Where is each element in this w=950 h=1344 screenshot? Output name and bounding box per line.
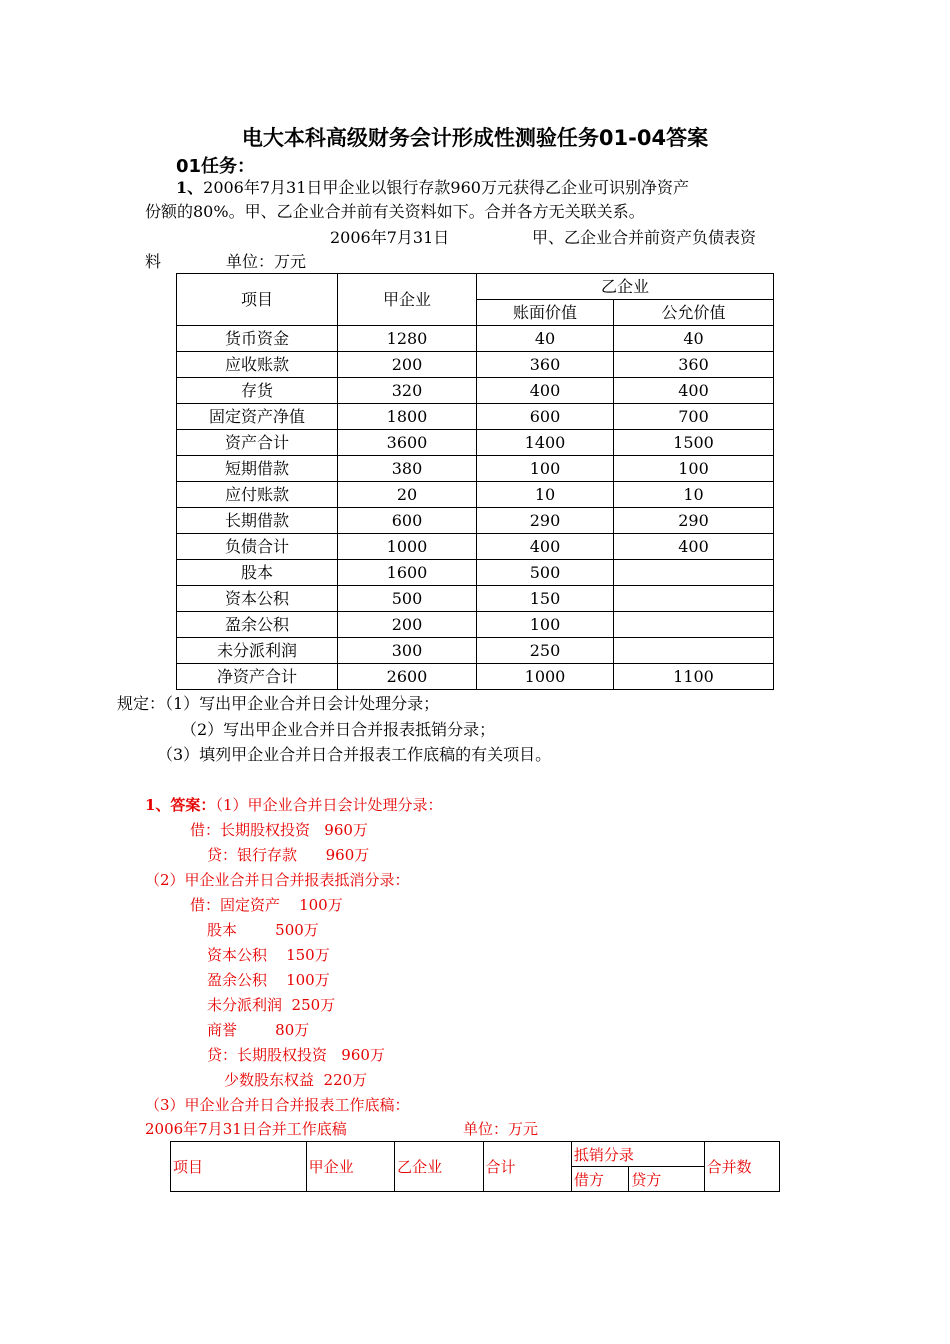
table-row (177, 638, 774, 664)
table-row (177, 482, 774, 508)
table-row (177, 586, 774, 612)
cell-jia: 1800 (338, 404, 477, 430)
table-row (177, 612, 774, 638)
cell-book: 150 (477, 586, 614, 612)
cell-fair: 700 (614, 404, 774, 430)
cell-jia: 600 (338, 508, 477, 534)
table-row (177, 378, 774, 404)
question-line-1 (176, 178, 689, 198)
cell-book: 360 (477, 352, 614, 378)
cell-item: 负债合计 (177, 534, 338, 560)
balance-sheet-table (176, 273, 774, 690)
worksheet-unit: 单位：万元 (463, 1120, 539, 1138)
table-row (177, 560, 774, 586)
cell-jia: 200 (338, 612, 477, 638)
cell-book: 10 (477, 482, 614, 508)
cell-fair (614, 560, 774, 586)
entry-goodwill: 商誉 80万 (207, 1021, 310, 1039)
ws-header-elimination: 抵销分录 (571, 1142, 704, 1167)
answer-line-1 (145, 795, 442, 815)
table-row (177, 352, 774, 378)
cell-item: 存货 (177, 378, 338, 404)
table-row (177, 508, 774, 534)
table-row (177, 326, 774, 352)
cell-book: 400 (477, 378, 614, 404)
question-text-1: 2006年7月31日甲企业以银行存款960万元获得乙企业可识别净资产 (203, 178, 689, 197)
entry-debit-1: 借：长期股权投资 960万 (190, 821, 368, 839)
header-book-value: 账面价值 (477, 300, 614, 326)
cell-fair: 100 (614, 456, 774, 482)
entry-undistributed-profit: 未分派利润 250万 (207, 996, 336, 1014)
entry-minority-interest: 少数股东权益 220万 (224, 1071, 368, 1089)
answer-part-1: （1）甲企业合并日会计处理分录： (215, 796, 443, 814)
cell-book: 100 (477, 456, 614, 482)
ws-header-jia: 甲企业 (306, 1142, 394, 1192)
table-caption-date: 2006年7月31日 (330, 228, 450, 247)
answer-label: 1、答案： (145, 796, 216, 814)
cell-fair: 10 (614, 482, 774, 508)
cell-item: 未分派利润 (177, 638, 338, 664)
cell-item: 净资产合计 (177, 664, 338, 690)
cell-book: 290 (477, 508, 614, 534)
cell-jia: 1600 (338, 560, 477, 586)
cell-book: 250 (477, 638, 614, 664)
entry-debit-2: 借：固定资产 100万 (190, 896, 343, 914)
cell-jia: 300 (338, 638, 477, 664)
cell-item: 盈余公积 (177, 612, 338, 638)
question-number: 1、 (176, 178, 204, 197)
requirement-3: （3）填列甲企业合并日合并报表工作底稿的有关项目。 (157, 745, 552, 764)
requirement-2: （2）写出甲企业合并日合并报表抵销分录； (181, 720, 496, 739)
entry-stock: 股本 500万 (207, 921, 319, 939)
answer-part-2: （2）甲企业合并日合并报表抵消分录： (145, 871, 410, 889)
table-row (177, 404, 774, 430)
cell-jia: 320 (338, 378, 477, 404)
table-unit: 单位：万元 (226, 252, 307, 271)
cell-fair: 1100 (614, 664, 774, 690)
worksheet-caption: 2006年7月31日合并工作底稿 (145, 1120, 347, 1138)
header-fair-value: 公允价值 (614, 300, 774, 326)
cell-item: 资产合计 (177, 430, 338, 456)
page-title: 电大本科高级财务会计形成性测验任务01-04答案 (241, 126, 709, 150)
cell-item: 长期借款 (177, 508, 338, 534)
cell-fair: 290 (614, 508, 774, 534)
worksheet-table (170, 1141, 780, 1192)
cell-book: 1400 (477, 430, 614, 456)
cell-item: 应付账款 (177, 482, 338, 508)
cell-jia: 3600 (338, 430, 477, 456)
ws-header-item: 项目 (171, 1142, 307, 1192)
cell-fair (614, 638, 774, 664)
cell-fair (614, 586, 774, 612)
balance-table-body (177, 326, 774, 690)
cell-item: 股本 (177, 560, 338, 586)
cell-item: 短期借款 (177, 456, 338, 482)
table-row (177, 664, 774, 690)
entry-capital-reserve: 资本公积 150万 (207, 946, 330, 964)
entry-credit-2: 贷：长期股权投资 960万 (207, 1046, 385, 1064)
cell-book: 400 (477, 534, 614, 560)
table-caption-title: 甲、乙企业合并前资产负债表资 (532, 228, 757, 247)
entry-credit-1: 贷：银行存款 960万 (207, 846, 370, 864)
header-jia: 甲企业 (338, 274, 477, 326)
cell-book: 600 (477, 404, 614, 430)
header-item: 项目 (177, 274, 338, 326)
cell-fair: 40 (614, 326, 774, 352)
table-row (177, 534, 774, 560)
task-heading: 01任务： (176, 156, 256, 177)
cell-jia: 2600 (338, 664, 477, 690)
cell-item: 固定资产净值 (177, 404, 338, 430)
cell-fair: 400 (614, 378, 774, 404)
cell-book: 500 (477, 560, 614, 586)
cell-book: 1000 (477, 664, 614, 690)
ws-header-debit: 借方 (571, 1167, 628, 1192)
answer-part-3: （3）甲企业合并日合并报表工作底稿： (145, 1096, 410, 1114)
ws-header-consolidated: 合并数 (704, 1142, 779, 1192)
cell-jia: 1000 (338, 534, 477, 560)
cell-fair: 1500 (614, 430, 774, 456)
entry-surplus-reserve: 盈余公积 100万 (207, 971, 330, 989)
cell-fair: 360 (614, 352, 774, 378)
cell-book: 40 (477, 326, 614, 352)
ws-header-total: 合计 (483, 1142, 571, 1192)
requirement-1: 规定：（1）写出甲企业合并日会计处理分录； (117, 694, 440, 713)
question-line-2: 份额的80%。甲、乙企业合并前有关资料如下。合并各方无关联关系。 (145, 202, 645, 221)
cell-fair: 400 (614, 534, 774, 560)
cell-jia: 500 (338, 586, 477, 612)
cell-jia: 20 (338, 482, 477, 508)
cell-jia: 200 (338, 352, 477, 378)
ws-header-yi: 乙企业 (395, 1142, 483, 1192)
cell-jia: 380 (338, 456, 477, 482)
cell-fair (614, 612, 774, 638)
table-caption-tail: 料 (145, 252, 162, 271)
header-yi: 乙企业 (477, 274, 774, 300)
table-row (177, 430, 774, 456)
table-row (177, 456, 774, 482)
cell-item: 货币资金 (177, 326, 338, 352)
cell-jia: 1280 (338, 326, 477, 352)
ws-header-credit: 贷方 (629, 1167, 704, 1192)
cell-book: 100 (477, 612, 614, 638)
cell-item: 应收账款 (177, 352, 338, 378)
cell-item: 资本公积 (177, 586, 338, 612)
